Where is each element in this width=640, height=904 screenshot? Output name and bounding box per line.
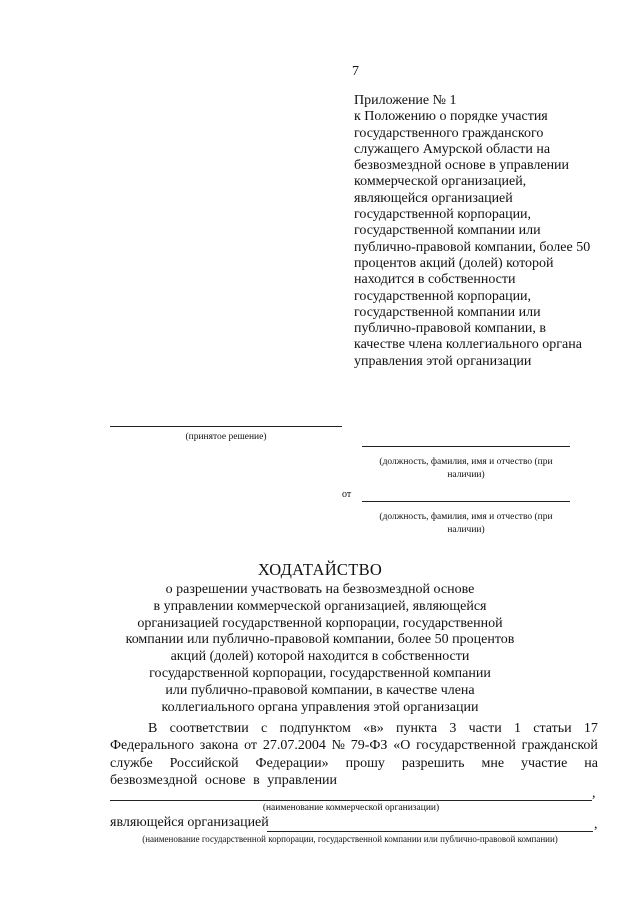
from-label: от <box>342 489 352 500</box>
body-word: «в» <box>363 721 384 736</box>
appendix-line: государственной компании или <box>354 304 541 320</box>
appendix-line: процентов акций (долей) которой <box>354 255 554 271</box>
document-title: ХОДАТАЙСТВО <box>257 560 383 579</box>
appendix-line: находится в собственности <box>354 272 516 288</box>
body-word: участие <box>521 755 568 771</box>
body-word: части <box>468 721 502 736</box>
body-word: «О <box>393 738 411 754</box>
corp-name-line <box>267 831 593 832</box>
appendix-line: государственной компании или <box>354 223 541 239</box>
corp-name-comma: , <box>594 817 598 832</box>
subtitle-line: коллегиального органа управления этой организации <box>161 699 479 715</box>
body-word: статьи <box>533 721 572 736</box>
body-word: мне <box>481 755 505 771</box>
body-word: 1 <box>513 721 521 736</box>
body-word: от <box>244 738 258 754</box>
body-word: соответствии <box>169 721 249 736</box>
body-word: государственной <box>416 738 516 754</box>
appendix-line: качестве члена коллегиального органа <box>354 337 582 353</box>
addressee-line <box>362 446 570 447</box>
appendix-line: к Положению о порядке участия <box>354 109 548 125</box>
subtitle-line: государственной корпорации, государственной компании <box>149 665 491 681</box>
body-word: 17 <box>583 721 598 736</box>
body-word: с <box>260 721 268 736</box>
appendix-line: государственного гражданского <box>354 125 544 141</box>
body-line <box>110 737 598 754</box>
body-word: службе <box>110 755 153 771</box>
appendix-line: являющейся организацией <box>354 190 513 206</box>
body-word: Федерального <box>110 738 195 754</box>
decision-line <box>110 426 342 427</box>
body-word: 27.07.2004 <box>262 738 326 754</box>
body-word: на <box>584 755 598 771</box>
body-word: закона <box>199 738 239 754</box>
appendix-line: публично-правовой компании, в <box>354 321 546 337</box>
body-word: № <box>331 738 345 754</box>
appendix-line: служащего Амурской области на <box>354 141 551 157</box>
body-word: пункта <box>395 721 438 736</box>
subtitle-line: о разрешении участвовать на безвозмездной основе <box>165 582 475 597</box>
appendix-line: Приложение № 1 <box>354 93 457 108</box>
appendix-header <box>354 93 614 370</box>
subtitle-line: или публично-правовой компании, в качестве члена <box>165 682 475 698</box>
body-word: 79-ФЗ <box>350 738 388 754</box>
body-word: прошу <box>345 755 385 771</box>
sender-line <box>362 501 570 502</box>
org-name-caption: (наименование коммерческой организации) <box>262 803 440 813</box>
body-word: Российской <box>169 755 239 771</box>
subtitle-line: в управлении коммерческой организацией, являющейся <box>153 598 487 614</box>
addressee-caption: (должность, фамилия, имя и отчество (при наличии) <box>379 457 553 480</box>
subtitle-line: акций (долей) которой находится в собственности <box>170 649 470 665</box>
affiliated-label: являющейся организацией <box>110 815 269 830</box>
corp-name-caption: (наименование государственной корпорации, государственной компании или публично-правовой компании) <box>142 834 558 844</box>
body-word: подпунктом <box>279 721 351 736</box>
body-line: безвозмездной основе в управлении <box>110 772 338 788</box>
org-name-comma: , <box>592 786 596 801</box>
body-line <box>110 720 598 737</box>
body-word: разрешить <box>401 755 465 771</box>
org-name-line <box>110 800 592 801</box>
appendix-line: государственной корпорации, <box>354 207 532 223</box>
page-number: 7 <box>352 64 359 79</box>
subtitle-line: организацией государственной корпорации, государственной <box>137 615 503 631</box>
decision-caption: (принятое решение) <box>185 432 267 442</box>
body-word: В <box>148 721 158 736</box>
body-line <box>110 755 598 772</box>
appendix-line: безвозмездной основе в управлении <box>354 158 570 174</box>
appendix-line: публично-правовой компании, более 50 <box>354 239 591 255</box>
appendix-line: управления этой организации <box>354 353 532 369</box>
sender-caption: (должность, фамилия, имя и отчество (при наличии) <box>379 512 553 535</box>
appendix-line: коммерческой организацией, <box>354 174 527 190</box>
body-word: Федерации» <box>255 755 329 771</box>
appendix-line: государственной корпорации, <box>354 288 532 304</box>
body-word: гражданской <box>521 738 598 754</box>
document-subtitle <box>0 582 640 716</box>
body-paragraph <box>110 720 598 789</box>
subtitle-line: компании или публично-правовой компании, более 50 процентов <box>125 632 515 648</box>
body-word: 3 <box>449 721 457 736</box>
